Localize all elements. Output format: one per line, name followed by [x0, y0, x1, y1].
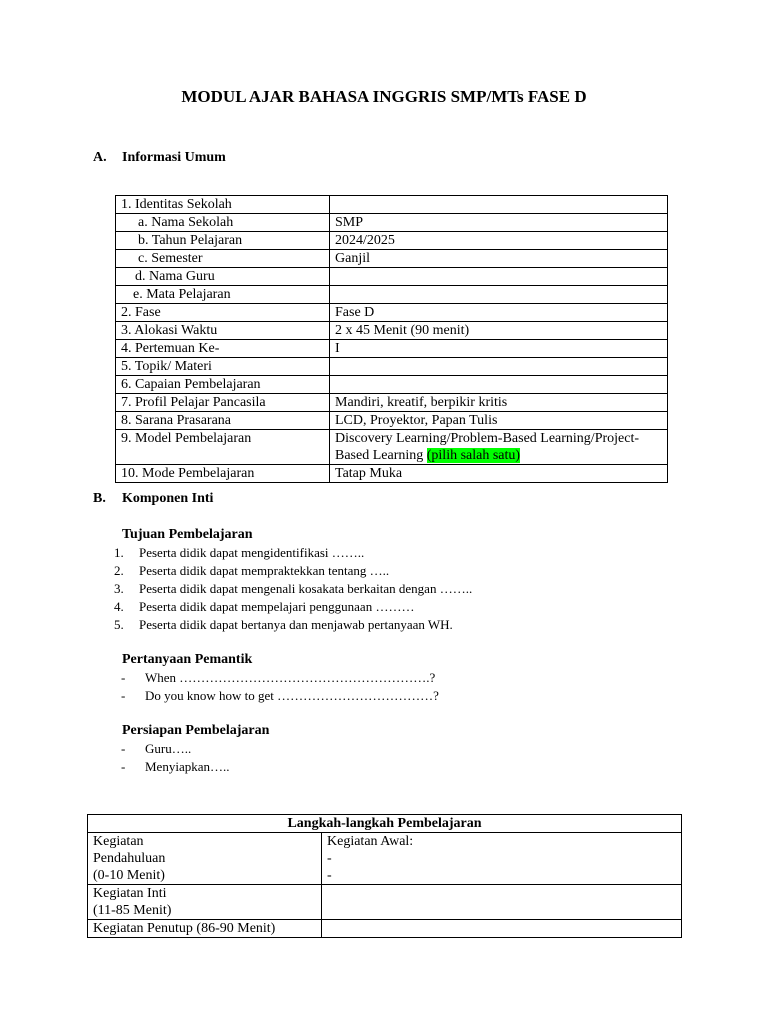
info-label: c. Semester [116, 250, 330, 268]
info-label: a. Nama Sekolah [116, 214, 330, 232]
list-text: Menyiapkan….. [145, 759, 230, 774]
table-row [116, 358, 668, 376]
section-a-label: Informasi Umum [122, 150, 226, 165]
info-value [330, 196, 668, 214]
list-number: 4. [114, 599, 124, 614]
list-text: Peserta didik dapat mempraktekkan tentang ….. [139, 563, 390, 578]
cell-line: Kegiatan Awal: [327, 834, 414, 849]
info-value: I [330, 340, 668, 358]
list-number: 5. [114, 617, 124, 632]
table-row [116, 304, 668, 322]
info-label: d. Nama Guru [116, 268, 330, 286]
info-value: Mandiri, kreatif, berpikir kritis [330, 394, 668, 412]
table-row [116, 465, 668, 483]
list-dash: - [121, 741, 126, 756]
section-b-number: B. [93, 491, 106, 506]
table-row [116, 250, 668, 268]
inti-label [88, 885, 322, 920]
info-value [330, 358, 668, 376]
table-row [116, 232, 668, 250]
tujuan-heading: Tujuan Pembelajaran [122, 527, 253, 542]
section-b-label: Komponen Inti [122, 491, 214, 506]
info-table [115, 195, 668, 483]
document-title: MODUL AJAR BAHASA INGGRIS SMP/MTs FASE D [181, 87, 587, 106]
info-value: Ganjil [330, 250, 668, 268]
table-row [88, 885, 682, 920]
list-text: Peserta didik dapat mengenali kosakata berkaitan dengan …….. [139, 581, 473, 596]
steps-table [87, 814, 682, 938]
table-row [116, 430, 668, 465]
pendahuluan-label [88, 833, 322, 885]
info-label: 8. Sarana Prasarana [116, 412, 330, 430]
persiapan-heading: Persiapan Pembelajaran [122, 723, 270, 738]
table-row [116, 376, 668, 394]
list-number: 3. [114, 581, 124, 596]
cell-line: (11-85 Menit) [93, 903, 172, 918]
info-label: 5. Topik/ Materi [116, 358, 330, 376]
table-row [116, 214, 668, 232]
table-row [116, 340, 668, 358]
list-number: 1. [114, 545, 124, 560]
penutup-content [322, 920, 682, 938]
table-row [116, 196, 668, 214]
list-dash: - [121, 688, 126, 703]
info-value [330, 286, 668, 304]
info-label: 3. Alokasi Waktu [116, 322, 330, 340]
info-label: b. Tahun Pelajaran [116, 232, 330, 250]
list-text: Peserta didik dapat mempelajari penggunaan ……… [139, 599, 415, 614]
cell-line: Kegiatan [93, 834, 144, 849]
table-row [116, 268, 668, 286]
info-label: 2. Fase [116, 304, 330, 322]
table-row [116, 394, 668, 412]
cell-line: Pendahuluan [93, 851, 166, 866]
info-label: 4. Pertemuan Ke- [116, 340, 330, 358]
pemantik-heading: Pertanyaan Pemantik [122, 652, 253, 667]
table-row [116, 286, 668, 304]
info-value: 2024/2025 [330, 232, 668, 250]
info-value: LCD, Proyektor, Papan Tulis [330, 412, 668, 430]
highlight-note: (pilih salah satu) [426, 448, 521, 463]
table-row [88, 833, 682, 885]
table-row [88, 815, 682, 833]
list-text: Do you know how to get ………………………………? [145, 688, 439, 703]
info-label: 1. Identitas Sekolah [116, 196, 330, 214]
info-value [330, 376, 668, 394]
info-value [330, 268, 668, 286]
cell-line: - [327, 868, 332, 883]
table-row [116, 322, 668, 340]
info-label: e. Mata Pelajaran [116, 286, 330, 304]
info-value-model [330, 430, 668, 465]
cell-line: (0-10 Menit) [93, 868, 165, 883]
list-text: Peserta didik dapat mengidentifikasi …….. [139, 545, 365, 560]
info-label: 7. Profil Pelajar Pancasila [116, 394, 330, 412]
info-value: 2 x 45 Menit (90 menit) [330, 322, 668, 340]
list-dash: - [121, 759, 126, 774]
list-text: Peserta didik dapat bertanya dan menjawab pertanyaan WH. [139, 617, 453, 632]
info-label: 10. Mode Pembelajaran [116, 465, 330, 483]
cell-line: Kegiatan Inti [93, 886, 167, 901]
list-dash: - [121, 670, 126, 685]
table-row [88, 920, 682, 938]
info-value: Fase D [330, 304, 668, 322]
penutup-label: Kegiatan Penutup (86-90 Menit) [88, 920, 322, 938]
info-value: SMP [330, 214, 668, 232]
info-label: 9. Model Pembelajaran [116, 430, 330, 465]
cell-line: - [327, 851, 332, 866]
info-value: Tatap Muka [330, 465, 668, 483]
steps-header: Langkah-langkah Pembelajaran [88, 815, 682, 833]
pendahuluan-content [322, 833, 682, 885]
section-a-number: A. [93, 150, 107, 165]
info-label: 6. Capaian Pembelajaran [116, 376, 330, 394]
list-text: Guru….. [145, 741, 192, 756]
model-options-text: Discovery Learning/Problem-Based Learning/Project-Based Learning [335, 431, 640, 463]
list-text: When ………………………………………………….? [145, 670, 436, 685]
list-number: 2. [114, 563, 124, 578]
inti-content [322, 885, 682, 920]
table-row [116, 412, 668, 430]
